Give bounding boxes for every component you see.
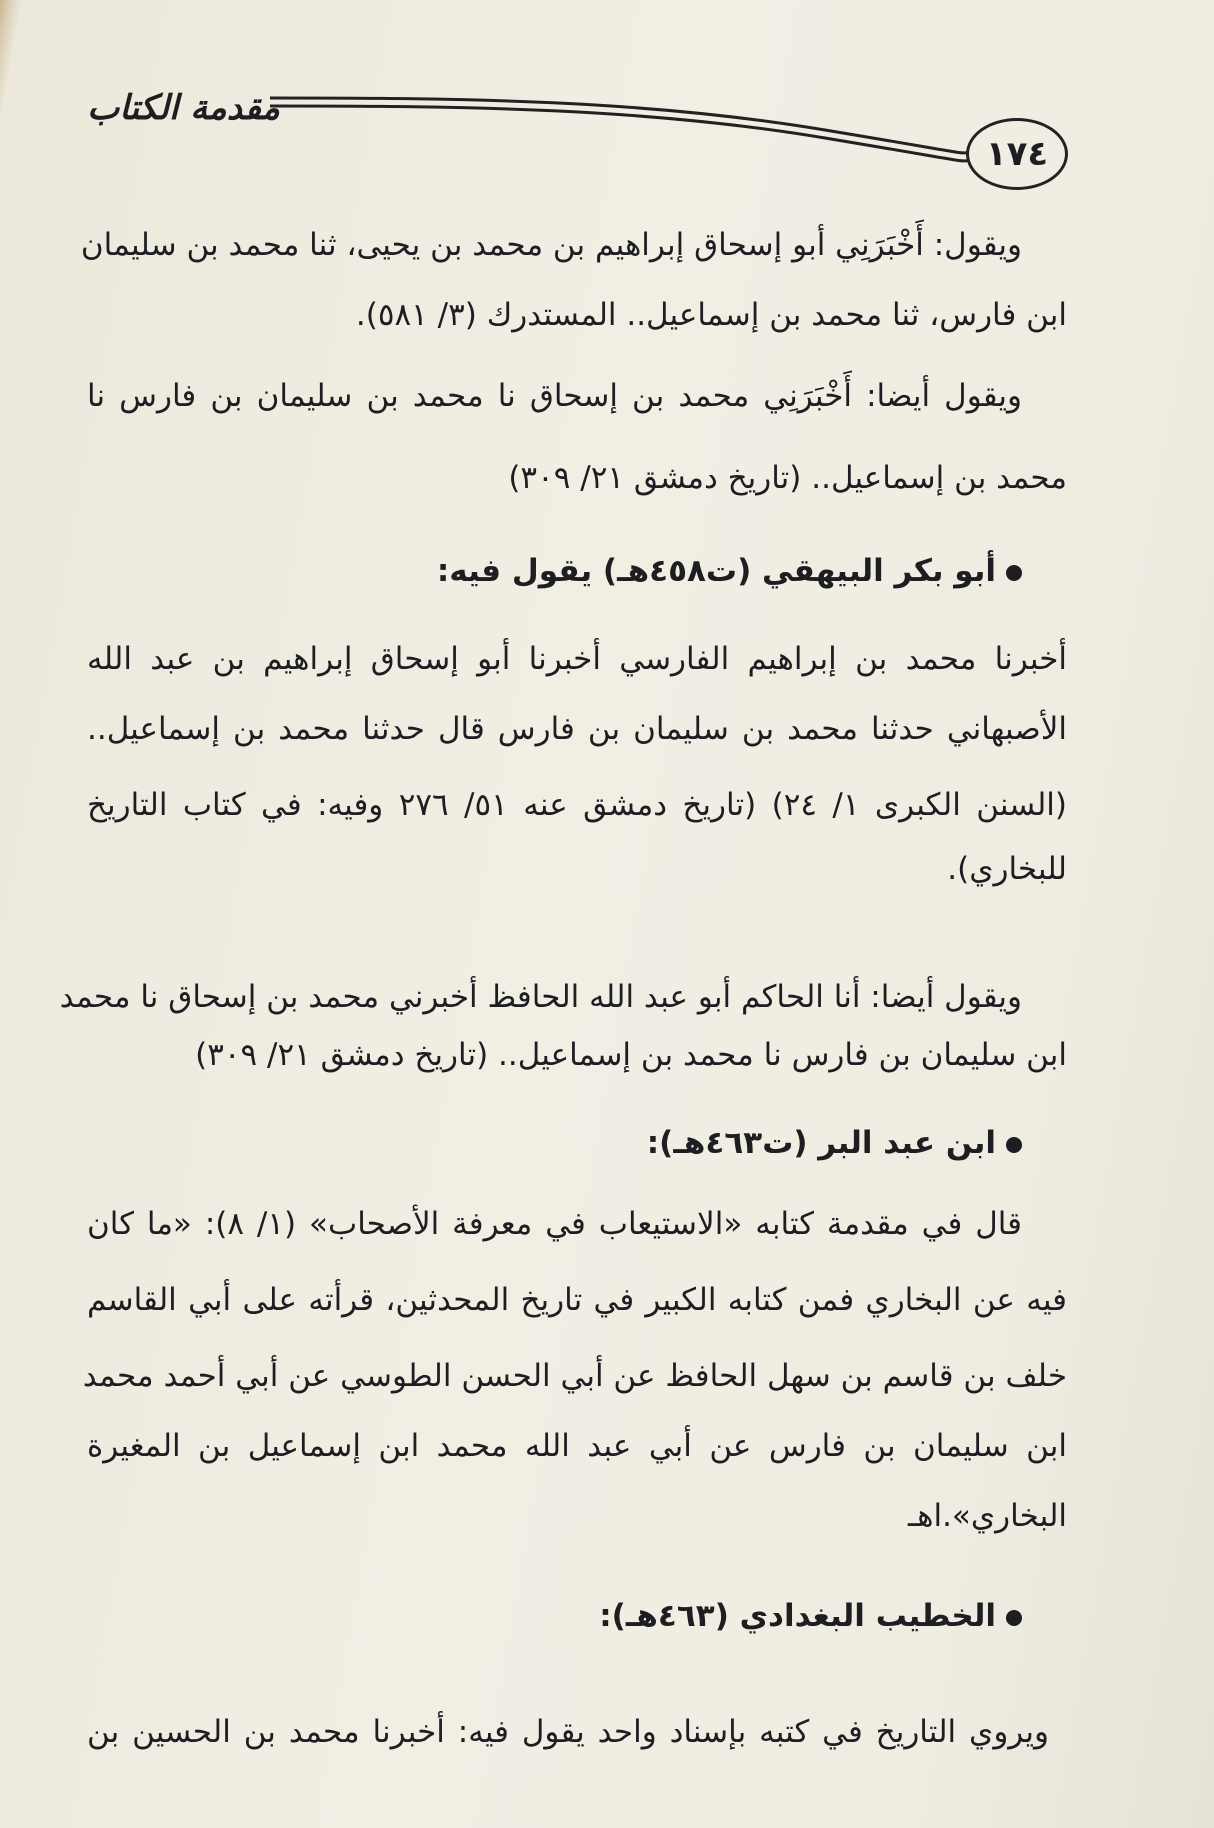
text-line: ابن سليمان بن فارس نا محمد بن إسماعيل.. (تاريخ دمشق ٢١/ ٣٠٩) xyxy=(195,1037,1067,1073)
text-line: ويقول أيضا: أنا الحاكم أبو عبد الله الحافظ أخبرني محمد بن إسحاق نا محمد xyxy=(59,979,1022,1015)
heading-text: الخطيب البغدادي (٤٦٣هـ): xyxy=(599,1598,996,1634)
text-line: فيه عن البخاري فمن كتابه الكبير في تاريخ المحدثين، قرأته على أبي القاسم xyxy=(87,1282,1067,1318)
section-heading xyxy=(87,549,1022,593)
text-line: ويقول أيضا: أَخْبَرَنِي محمد بن إسحاق نا محمد بن سليمان بن فارس نا xyxy=(87,378,1022,414)
heading-text: ابن عبد البر (ت٤٦٣هـ): xyxy=(646,1125,996,1161)
text-line: (السنن الكبرى ١/ ٢٤) (تاريخ دمشق عنه ٥١/ ٢٧٦ وفيه: في كتاب التاريخ xyxy=(87,787,1067,823)
bullet-icon xyxy=(1006,1137,1022,1153)
text-line: أخبرنا محمد بن إبراهيم الفارسي أخبرنا أبو إسحاق إبراهيم بن عبد الله xyxy=(87,641,1067,677)
text-line: ابن فارس، ثنا محمد بن إسماعيل.. المستدرك (٣/ ٥٨١). xyxy=(355,297,1067,333)
text-line: ابن سليمان بن فارس عن أبي عبد الله محمد ابن إسماعيل بن المغيرة xyxy=(87,1428,1067,1464)
section-heading xyxy=(87,1121,1022,1165)
section-heading xyxy=(87,1594,1022,1638)
bullet-icon xyxy=(1006,565,1022,581)
heading-text: أبو بكر البيهقي (ت٤٥٨هـ) يقول فيه: xyxy=(436,553,996,589)
text-line: ويقول: أَخْبَرَنِي أبو إسحاق إبراهيم بن محمد بن يحيى، ثنا محمد بن سليمان xyxy=(80,227,1022,263)
text-line: خلف بن قاسم بن سهل الحافظ عن أبي الحسن الطوسي عن أبي أحمد محمد xyxy=(82,1358,1067,1394)
running-title: مقدمة الكتاب xyxy=(87,88,280,128)
text-line: قال في مقدمة كتابه «الاستيعاب في معرفة الأصحاب» (١/ ٨): «ما كان xyxy=(87,1206,1022,1242)
text-line: البخاري».اهـ xyxy=(908,1498,1067,1534)
page-number: ١٧٤ xyxy=(966,118,1068,190)
header-rule xyxy=(265,90,985,170)
text-line: للبخاري). xyxy=(947,851,1067,887)
text-line: محمد بن إسماعيل.. (تاريخ دمشق ٢١/ ٣٠٩) xyxy=(508,460,1067,496)
text-line: الأصبهاني حدثنا محمد بن سليمان بن فارس قال حدثنا محمد بن إسماعيل.. xyxy=(87,711,1067,747)
bullet-icon xyxy=(1006,1610,1022,1626)
text-line: ويروي التاريخ في كتبه بإسناد واحد يقول فيه: أخبرنا محمد بن الحسين بن xyxy=(87,1714,1049,1750)
